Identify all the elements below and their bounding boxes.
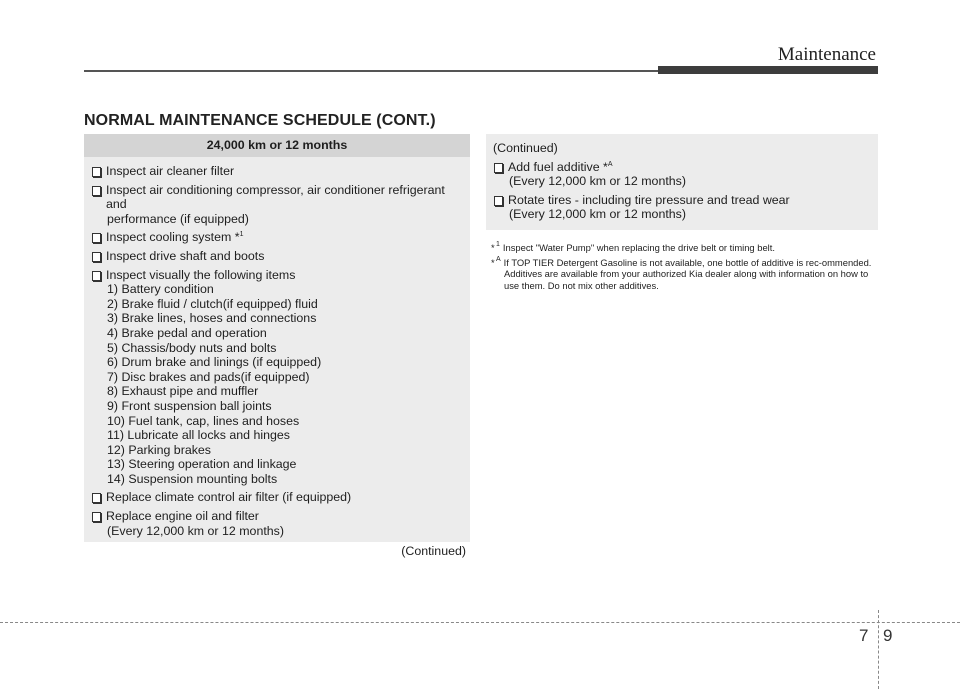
checklist-sub-line: 4) Brake pedal and operation xyxy=(107,325,267,340)
checklist-sub-line: 14) Suspension mounting bolts xyxy=(107,471,278,486)
checklist-item-text: Replace engine oil and filter xyxy=(106,509,259,524)
checkbox-icon xyxy=(494,163,503,173)
checkbox-icon xyxy=(92,233,101,243)
checklist-item xyxy=(91,509,464,538)
checklist-row xyxy=(91,490,464,505)
footnote-body xyxy=(496,241,877,254)
checkbox-icon xyxy=(92,512,101,522)
checklist-item xyxy=(493,160,872,189)
checklist-sub-line: 9) Front suspension ball joints xyxy=(107,398,272,413)
checklist-row xyxy=(91,164,464,179)
checklist-item xyxy=(91,490,464,505)
checklist-sub-line: 12) Parking brakes xyxy=(107,442,211,457)
checklist-item-text: Inspect cooling system *$^1$ xyxy=(106,230,244,245)
footer-divider xyxy=(878,610,879,689)
checklist-item xyxy=(91,183,464,227)
checklist-item-text: Inspect visually the following items xyxy=(106,267,296,282)
checklist-row xyxy=(91,268,464,283)
right-item-list xyxy=(493,160,872,222)
checklist-row xyxy=(91,183,464,212)
checkbox-icon xyxy=(92,186,101,196)
checklist-sub-line: 6) Drum brake and linings (if equipped) xyxy=(107,355,322,370)
checklist-sub-line: 3) Brake lines, hoses and connections xyxy=(107,311,317,326)
checklist-item-text: Inspect drive shaft and boots xyxy=(106,248,265,263)
footnote xyxy=(491,242,877,254)
checklist-sub-line: 10) Fuel tank, cap, lines and hoses xyxy=(107,413,300,428)
checklist-sub-line: 11) Lubricate all locks and hinges xyxy=(107,428,290,443)
checklist-row xyxy=(493,160,872,175)
page-number: 9 xyxy=(883,626,893,645)
checklist-sub-line: 8) Exhaust pipe and muffler xyxy=(107,384,259,399)
page-heading: NORMAL MAINTENANCE SCHEDULE (CONT.) xyxy=(84,112,436,129)
checklist-row xyxy=(91,230,464,245)
checklist-sub-line: 7) Disc brakes and pads(if equipped) xyxy=(107,369,310,384)
footnotes xyxy=(491,242,877,294)
checklist-row xyxy=(493,193,872,208)
checkbox-icon xyxy=(92,167,101,177)
header-rule-thin xyxy=(84,70,658,72)
checklist-sub-line: (Every 12,000 km or 12 months) xyxy=(509,207,686,222)
continued-label: (Continued) xyxy=(401,544,466,559)
checklist-item-text: Rotate tires - including tire pressure and tread wear xyxy=(508,192,790,207)
checklist-sub-line: 2) Brake fluid / clutch(if equipped) fluid xyxy=(107,296,318,311)
footnote-ref: 1 xyxy=(239,231,244,239)
checklist-item-text: Replace climate control air filter (if equipped) xyxy=(106,490,352,505)
checklist-item-text: Add fuel additive *$^A$ xyxy=(508,159,613,174)
footnote-mark: * xyxy=(491,256,495,268)
checklist-row xyxy=(91,249,464,264)
checklist-sub-line: 1) Battery condition xyxy=(107,282,214,297)
footnote-ref: A xyxy=(607,160,613,168)
checklist-sub-line: performance (if equipped) xyxy=(107,211,249,226)
checklist-item xyxy=(91,230,464,245)
checklist-item xyxy=(91,249,464,264)
checkbox-icon xyxy=(92,493,101,503)
left-item-list xyxy=(84,157,470,538)
footnote-mark: * xyxy=(491,242,495,253)
footer-rule xyxy=(0,622,960,623)
footnote-sup: A xyxy=(496,255,501,263)
checklist-item-text: Inspect air conditioning compressor, air conditioner refrigerant and xyxy=(106,182,445,212)
checklist-sub-line: (Every 12,000 km or 12 months) xyxy=(509,174,686,189)
footnote xyxy=(491,257,877,292)
checkbox-icon xyxy=(494,196,503,206)
schedule-box-left xyxy=(84,134,470,559)
footnote-body xyxy=(496,255,877,292)
chapter-number: 7 xyxy=(859,626,869,645)
header-rule-thick xyxy=(658,66,878,74)
continued-label: (Continued) xyxy=(493,141,558,155)
checkbox-icon xyxy=(92,252,101,262)
footnote-sup: 1 xyxy=(496,241,500,248)
footnote-text: If TOP TIER Detergent Gasoline is not available, one bottle of additive is rec-ommended. Additives are available from your authorized Kia dealer along with information on how to use them. Do not mix other additives. xyxy=(503,256,872,291)
checklist-sub-line: 5) Chassis/body nuts and bolts xyxy=(107,340,277,355)
checklist-item xyxy=(91,164,464,179)
checkbox-icon xyxy=(92,271,101,281)
checklist-row xyxy=(91,509,464,524)
schedule-box-right xyxy=(486,134,878,230)
checklist-sub-line: (Every 12,000 km or 12 months) xyxy=(107,523,284,538)
checklist-item xyxy=(493,193,872,222)
interval-header: 24,000 km or 12 months xyxy=(84,134,470,157)
checklist-sub-line: 13) Steering operation and linkage xyxy=(107,457,297,472)
checklist-item-text: Inspect air cleaner filter xyxy=(106,164,235,178)
section-title: Maintenance xyxy=(777,44,876,65)
checklist-item xyxy=(91,268,464,487)
footnote-text: Inspect "Water Pump" when replacing the drive belt or timing belt. xyxy=(502,242,775,253)
